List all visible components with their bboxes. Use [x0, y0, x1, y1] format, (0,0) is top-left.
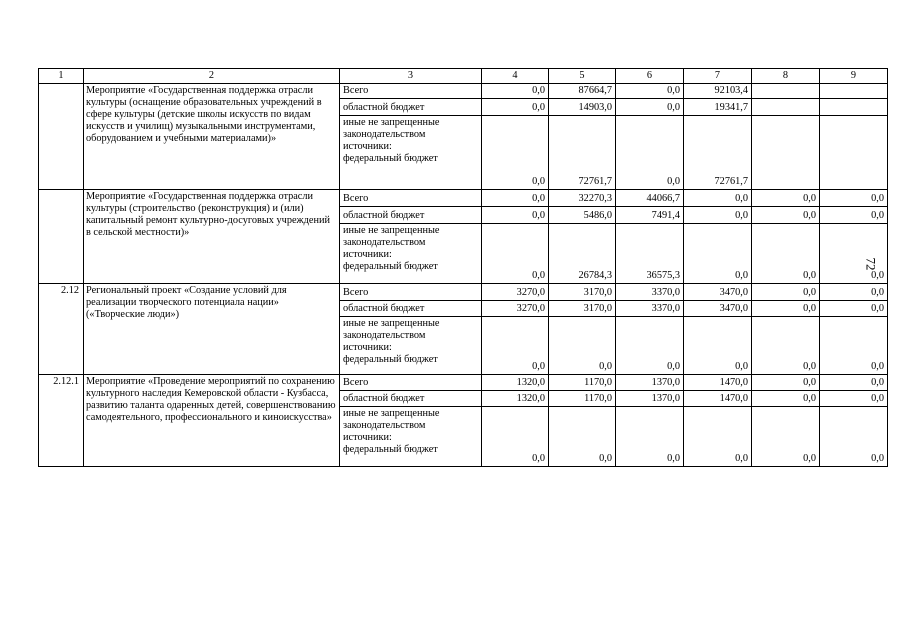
funding-source-line: источники:	[343, 141, 392, 152]
row-title: Мероприятие «Проведение мероприятий по сохранению культурного наследия Кемеровской области - Кузбасса, развитию таланта одаренных детей, совершенствованию самодеятельного, профессионального и киноискусства»	[84, 375, 340, 467]
column-header: 8	[752, 69, 820, 84]
value-cell: 0,0	[684, 207, 752, 224]
column-header: 6	[616, 69, 684, 84]
value-cell: 0,0	[752, 190, 820, 207]
table-row	[39, 375, 888, 391]
value-cell: 0,0	[820, 375, 888, 391]
value-cell: 0,0	[616, 317, 684, 375]
funding-source-line: федеральный бюджет	[343, 261, 438, 272]
value-cell: 1470,0	[684, 375, 752, 391]
funding-source-line: законодательством	[343, 129, 426, 140]
value-cell: 0,0	[616, 84, 684, 99]
value-cell: 0,0	[752, 317, 820, 375]
value-cell: 0,0	[684, 317, 752, 375]
value-cell: 19341,7	[684, 99, 752, 116]
value-cell: 0,0	[482, 407, 549, 467]
value-cell: 0,0	[482, 224, 549, 284]
funding-source: областной бюджет	[340, 301, 482, 317]
row-code: 2.12.1	[39, 375, 84, 467]
funding-source: областной бюджет	[340, 99, 482, 116]
value-cell: 0,0	[549, 317, 616, 375]
value-cell: 0,0	[684, 224, 752, 284]
value-cell: 0,0	[820, 317, 888, 375]
column-header: 7	[684, 69, 752, 84]
value-cell: 5486,0	[549, 207, 616, 224]
value-cell: 0,0	[549, 407, 616, 467]
value-cell: 3170,0	[549, 284, 616, 301]
value-cell: 3470,0	[684, 301, 752, 317]
row-title: Региональный проект «Создание условий для реализации творческого потенциала нации» («Творческие люди»)	[84, 284, 340, 375]
value-cell: 0,0	[616, 407, 684, 467]
page-number: 72	[863, 257, 879, 271]
value-cell: 72761,7	[684, 116, 752, 190]
value-cell: 3470,0	[684, 284, 752, 301]
value-cell: 0,0	[820, 407, 888, 467]
value-cell: 3370,0	[616, 284, 684, 301]
value-cell: 0,0	[752, 375, 820, 391]
value-cell: 0,0	[752, 224, 820, 284]
value-cell	[820, 116, 888, 190]
funding-source: Всего	[340, 375, 482, 391]
column-header-row	[39, 69, 888, 84]
value-cell: 0,0	[482, 317, 549, 375]
value-cell: 1170,0	[549, 375, 616, 391]
row-code: 2.12	[39, 284, 84, 375]
value-cell: 0,0	[752, 284, 820, 301]
column-header: 1	[39, 69, 84, 84]
funding-source-line: законодательством	[343, 420, 426, 431]
value-cell: 92103,4	[684, 84, 752, 99]
value-cell: 1370,0	[616, 375, 684, 391]
table-row	[39, 84, 888, 99]
value-cell: 3270,0	[482, 284, 549, 301]
budget-table	[38, 68, 888, 467]
value-cell	[820, 99, 888, 116]
funding-source-line: источники:	[343, 432, 392, 443]
value-cell	[752, 116, 820, 190]
value-cell: 1470,0	[684, 391, 752, 407]
funding-source-line: источники:	[343, 249, 392, 260]
column-header: 5	[549, 69, 616, 84]
value-cell: 0,0	[482, 116, 549, 190]
row-title: Мероприятие «Государственная поддержка отрасли культуры (оснащение образовательных учреждений в сфере культуры (детские школы искусств по видам искусств и училищ) музыкальными инструментами, оборудованием и учебными материалами)»	[84, 84, 340, 190]
column-header: 4	[482, 69, 549, 84]
value-cell: 0,0	[616, 99, 684, 116]
column-header: 9	[820, 69, 888, 84]
value-cell: 0,0	[820, 224, 888, 284]
funding-source-line: иные не запрещенные	[343, 225, 440, 236]
table-row	[39, 284, 888, 301]
funding-source-line: иные не запрещенные	[343, 318, 440, 329]
funding-source-line: источники:	[343, 342, 392, 353]
value-cell: 0,0	[616, 116, 684, 190]
value-cell: 3370,0	[616, 301, 684, 317]
value-cell: 0,0	[752, 207, 820, 224]
value-cell: 1320,0	[482, 391, 549, 407]
value-cell: 1320,0	[482, 375, 549, 391]
funding-source: областной бюджет	[340, 207, 482, 224]
value-cell: 0,0	[482, 190, 549, 207]
value-cell: 87664,7	[549, 84, 616, 99]
value-cell: 0,0	[820, 391, 888, 407]
value-cell: 3170,0	[549, 301, 616, 317]
funding-source-line: федеральный бюджет	[343, 444, 438, 455]
value-cell: 0,0	[482, 207, 549, 224]
value-cell: 26784,3	[549, 224, 616, 284]
row-title: Мероприятие «Государственная поддержка отрасли культуры (строительство (реконструкция) и (или) капитальный ремонт культурно-досуговых учреждений в сельской местности)»	[84, 190, 340, 284]
value-cell: 0,0	[820, 207, 888, 224]
funding-source	[340, 116, 482, 190]
value-cell: 1370,0	[616, 391, 684, 407]
value-cell: 0,0	[684, 407, 752, 467]
value-cell: 0,0	[684, 190, 752, 207]
funding-source: Всего	[340, 284, 482, 301]
value-cell	[752, 99, 820, 116]
value-cell: 32270,3	[549, 190, 616, 207]
value-cell: 14903,0	[549, 99, 616, 116]
funding-source-line: законодательством	[343, 237, 426, 248]
funding-source	[340, 224, 482, 284]
funding-source-line: федеральный бюджет	[343, 153, 438, 164]
row-code	[39, 190, 84, 284]
funding-source: Всего	[340, 190, 482, 207]
funding-source-line: иные не запрещенные	[343, 117, 440, 128]
funding-source	[340, 407, 482, 467]
funding-source	[340, 317, 482, 375]
funding-source: Всего	[340, 84, 482, 99]
table-row	[39, 190, 888, 207]
value-cell	[820, 84, 888, 99]
value-cell	[752, 84, 820, 99]
value-cell: 0,0	[752, 391, 820, 407]
value-cell: 1170,0	[549, 391, 616, 407]
value-cell: 44066,7	[616, 190, 684, 207]
value-cell: 7491,4	[616, 207, 684, 224]
funding-source-line: иные не запрещенные	[343, 408, 440, 419]
column-header: 2	[84, 69, 340, 84]
funding-source-line: законодательством	[343, 330, 426, 341]
value-cell: 0,0	[482, 99, 549, 116]
value-cell: 0,0	[820, 190, 888, 207]
value-cell: 0,0	[752, 407, 820, 467]
funding-source-line: федеральный бюджет	[343, 354, 438, 365]
value-cell: 0,0	[820, 284, 888, 301]
value-cell: 72761,7	[549, 116, 616, 190]
row-code	[39, 84, 84, 190]
value-cell: 3270,0	[482, 301, 549, 317]
value-cell: 0,0	[752, 301, 820, 317]
funding-source: областной бюджет	[340, 391, 482, 407]
value-cell: 0,0	[820, 301, 888, 317]
column-header: 3	[340, 69, 482, 84]
value-cell: 36575,3	[616, 224, 684, 284]
value-cell: 0,0	[482, 84, 549, 99]
